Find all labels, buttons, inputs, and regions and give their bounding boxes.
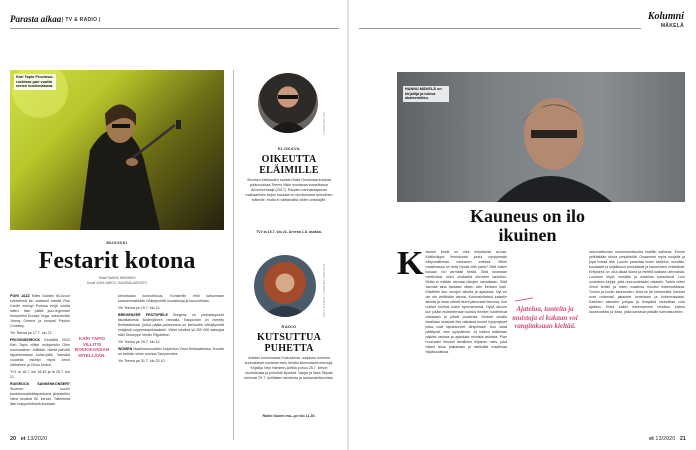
para: BREGENZER FESTSPIELE Bregenz on pikkukaupunki itävaltaisesta Bodenjärven rannalla. Kaupunkin on nimetty festivaaliensa, jonka pääta-pahtumana on kerhovilla vihkiytyneitä esityksiä oopperaspektaakkeli. Viime kesänä yli 200 000 katsojaa näki Giuseppe Verdin Rigoletton. (118, 313, 224, 337)
para: PROVINSSIROCK Keväällä 2010 Kari Tapio villitsi rockyleisön Olen suomalainen -hitillään. Häntä pahoitti tapahtumassa kulta-rytilä. Samalla vuodella esiintyi myös Jenni Vartiainen ja Chisu kerkut. (10, 338, 70, 367)
headline: Kauneus on ilo ikuinen (469, 206, 586, 245)
photo-credit: Kuvat JUHA VAROJ / SANOMA-ARKISTO (87, 281, 147, 285)
photo-caption: Kari Tapio Provinssirockissa pari vuotta ennen kuolemaansa. (14, 74, 56, 90)
photo-credit-vertical: YLE/ALIEN IEU (322, 111, 326, 135)
film-text: Sinuisen kivikauden sankari Matti Onnismaa koiskaa päärooolissa Teemu Nikin mustassa komediassa Armomurhaaja (2017). Rauden-vanhakaajaman maikaaninko keijun kauklaa on oivoitumana armollinen eläimille, mutta ei välttämättä niiden omistajille. (245, 178, 333, 202)
pull-quote: KARI TAPIO VILLITSI ROKKIKANSAN HITELLÄÄN. (74, 336, 110, 358)
radio-photo (254, 255, 316, 317)
page-footer (10, 436, 47, 442)
para: kehuttuaan kunnollisuus. Konsertiin ehtii katsomaan kansanmusiikkiin vihkiytyneitä muusikkoja ja kuunnellaan. (118, 294, 224, 303)
quote-mark (515, 297, 533, 301)
para: Yle Teema pe 19.7. klo 12. (118, 306, 161, 310)
column-body-2: uskomattoman monimuotoisuutta ihailtiin kaikissa. Emme pelkästään tuhoa ympäristöä. Osaamme myös suojella ja jopa hoitaa sitä. Luonto parantaa kuten taideluo: musiikki, kuvataide ja kirjallisuus lohduttavat ja kauneuden virkistävät. Erityisesti on ollut aikaa lukea ja miettiä kaikkea olennaista. Luonnon kirjat, musiikki ja maailma parantavat. Luin uudelleen kirjoja, joita nuoruudessani rakastin. Tutkin miten minut tehtiin ja miten maailma muuttui kokemuksissa. Tunsin ja kuulin kauneuden. Aina se jäi kertomatta. Ihmiset ovat rohkeasti jakaneet tunteitaan ja kokemuksiaan. Kaikkien asioiden pohjaa ja ilmapiiriä rauhoittaa uusi ajattelu. Ehkä kaikki kokemamme muuttuu joskus kauneudeksi ja iloksi, jotka kantavat pitkälle tulevaisuuteen. (589, 250, 685, 314)
film-title: OIKEUTTA ELÄIMILLE (259, 154, 319, 176)
header-rule (10, 28, 339, 29)
page-footer (649, 436, 686, 442)
concert-photo (10, 70, 224, 230)
magazine-name: et (20, 436, 26, 442)
page-number: 21 (679, 436, 686, 442)
para: Yle Teema pe 26.7. klo 12. (118, 340, 161, 344)
para: Yle Teema pe 31.7. klo 23.10. (118, 359, 166, 363)
section-title: Parasta aikaa (10, 14, 62, 24)
photo-caption: HANNU MÄKELÄ on kirjailija ja tuleva akateemikko. (403, 86, 449, 102)
body-text: olumni kevät on ollut erityiskesti ar-kaa. Kaikkivilppa ihmiskunta joutui nyrytymaän tuikynvaltimian virukseen edessä. Mihei maailmassa on tietä hyvää että paha? Siitä tuskin kukaan voi varmasti tietää. Siitä huomaan miettivänä, onko virukselta siivuvien tarkoitus. Mutta ei mitään varmaa viikojen varoaikaan. Siitä varmaa aina karsaan viiden olen ihmisen tilan. Käsittelin kun runojen aiheita ja ajatuksia. Nyt en ole ole vieläkään varma. Koronakriisissä katselin aiheita ja osaa nähdä itseni jatkuvasti tekonsa, kun uutiset tulvivat kotiin kymmenessä. Hyvä alkuun kun pääsi muistelemaan kuinka ihmiset huolehtivat toisistaan ja pitivät puolensa. Ihmiset omalla tavallaan osasivat itse ratkaista monet kysymykset jotka ovat tapahtuneet lähipiirissä. Kun asiat päättyvät, olen tyytyväinen. Ja kaiken kaikkiaan palkitsi rauhaa ja ajatuksia monista asioista. Pian huomasin olevani tavallinen hiljainen mies, joka halusi istua paikallaan ja tarkkailla maailmaa hiljaisuudessa. (425, 250, 507, 354)
page-number: 20 (10, 436, 17, 442)
drop-cap: K (397, 250, 424, 282)
section-title: Kolumni (647, 11, 684, 22)
para: Yle Teema pe 17.7. klo 21. (10, 331, 53, 335)
radio-text: Arkisen kuulumassa Kutsuvieras -sarjassa tunnetut suomalaiset nostavat esiin heidän kiinnostavia teemoja. Kirjailija Virpi Hämeen-Anttila puhuu 25.7. kehon muutoksista ja puheiste kipeäsä. Vappu ja Ilkka Taipale kertovat 29.7. työläisten tahdeista ja rauhanaktivismista. (244, 356, 334, 380)
music-label: MUSIIKKI (106, 240, 128, 245)
issue-number: 13/2020 (27, 436, 48, 442)
column-divider (233, 70, 234, 440)
film-photo (258, 73, 318, 133)
photo-credit-vertical: HEIJI KAKKO / SANOMA-ARKISTO (322, 263, 326, 317)
pull-quote: Ajatelua, tunteita ja muistoja ei kukaan voi vangitaksaan kieltää. (512, 305, 578, 330)
issue-number: 13/2020 (655, 436, 676, 442)
column-body-1 (397, 250, 507, 438)
section-subtitle: MÄKELÄ (660, 23, 684, 29)
music-column-2 (118, 294, 224, 440)
music-column-1 (10, 294, 70, 440)
magazine-name: et (648, 436, 654, 442)
para: RUISROCK SANKENKONSERT Suomen suurin kansanmusiikkitapahtuma järjestettiin viime kesänä 50. kerran. Tallenteita illan huippuhetkistä kuullaan. (10, 382, 70, 406)
left-page (0, 0, 347, 450)
radio-time: Radio Suomi ma—pe klo 11.30. (262, 414, 316, 418)
text-credit: Teksti HANNU NIEMINEN (98, 276, 136, 280)
radio-title: KUTSUTTUA PUHETTA (256, 332, 322, 354)
film-time: TV2 la 15.7. klo 21. Areena 1.8. asakka. (256, 230, 322, 234)
para: PORI JAZZ Miles Davisin 60-luvun kvintetissä kin soittanut basisti Ron Carter esiintyi Porissa neljä vuotta sitten. Illan päätti jazz-legendan trumpetisti Donald Vega, saksofonisti Jimmy Greene ja rumpali Payton Crossley. (10, 294, 70, 328)
columnist-photo (397, 72, 685, 202)
music-title: Festarit kotona (38, 248, 196, 274)
right-page (349, 0, 696, 450)
film-label: ELOKUVA (277, 146, 301, 151)
para: WOMEN Maailmanmusiikki huipentuu Viron festivaaleissa. Kooste on taltioitu viime vuonna Tampereella. (118, 347, 224, 356)
section-subtitle: | TV & RADIO | (62, 17, 101, 23)
header-rule (359, 28, 641, 29)
para: TV1 la 18.7. klo 18.45 ja la 25.7. klo 21. (10, 370, 70, 379)
radio-label: RADIO (281, 324, 297, 329)
